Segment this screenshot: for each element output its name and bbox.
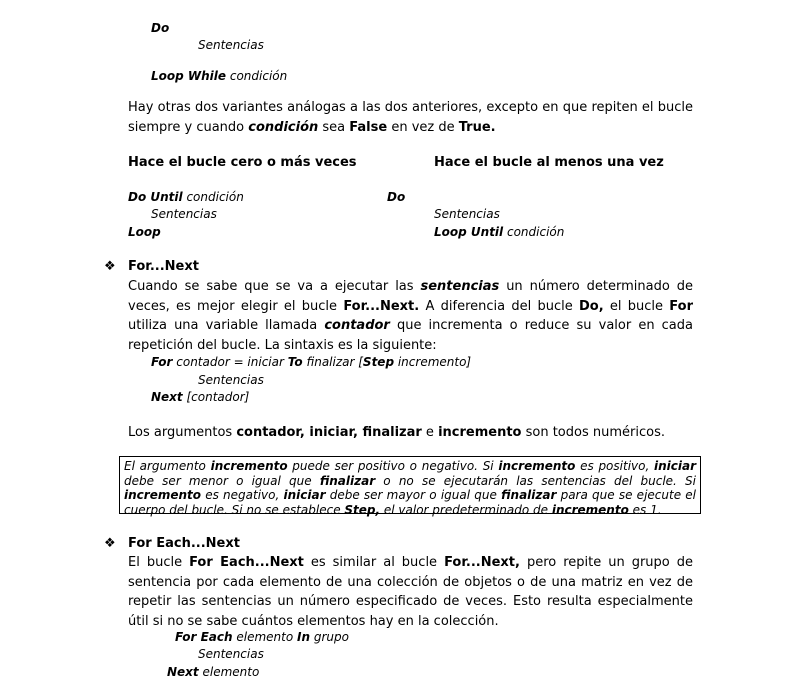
for-each-bullet-icon: ❖ [104,536,116,551]
loop-while-line: Loop While condición [151,69,288,83]
for-each-syntax-line: For Each elemento In grupo [175,630,349,644]
for-next-paragraph: Cuando se sabe que se va a ejecutar las sentencias un número determinado de veces, es mejor elegir el bucle For...Next. A diferencia del bucle Do, el bucle For utiliza una variable llamada contador que incrementa o reduce su valor en cada repetición del bucle. La sintaxis es la siguiente: [128,279,694,353]
increment-note-box: El argumento incremento puede ser positivo o negativo. Si incremento es positivo, iniciar debe ser menor o igual que finalizar o no se ejecutarán las sentencias del bucle. Si incremento es negativo, iniciar debe ser mayor o igual que finalizar para que se ejecute el cuerpo del bucle. Si no se establece Step, el valor predeterminado de incremento es 1. [119,456,701,514]
loop-keyword: Loop [128,225,161,239]
left-column-heading: Hace el bucle cero o más veces [128,155,357,170]
for-next-title: For...Next [128,259,199,274]
do-keyword: Do [151,21,170,35]
variants-paragraph: Hay otras dos variantes análogas a las dos anteriores, excepto en que repiten el bucle siempre y cuando condición sea False en vez de True. [128,100,693,135]
right-do-keyword: Do [387,190,406,204]
arguments-sentence: Los argumentos contador, iniciar, finalizar e incremento son todos numéricos. [128,425,665,440]
do-statements: Sentencias [198,38,264,52]
for-each-syntax-statements: Sentencias [198,647,264,661]
for-next-bullet-icon: ❖ [104,259,116,274]
left-statements: Sentencias [151,207,217,221]
for-syntax-next: Next [contador] [151,390,250,404]
right-column-heading: Hace el bucle al menos una vez [434,155,664,170]
loop-until-line: Loop Until condición [434,225,565,239]
for-each-title: For Each...Next [128,536,240,551]
right-statements: Sentencias [434,207,500,221]
for-each-paragraph: El bucle For Each...Next es similar al bucle For...Next, pero repite un grupo de sentencia por cada elemento de una colección de objetos o de una matriz en vez de repetir las sentencias un número especificado de veces. Esto resulta especialmente útil si no se sabe cuántos elementos hay en la colección. [128,555,694,629]
for-syntax-line: For contador = iniciar To finalizar [Step incremento] [151,355,472,369]
for-syntax-statements: Sentencias [198,373,264,387]
for-each-syntax-next: Next elemento [167,665,260,679]
do-until-line: Do Until condición [128,190,244,204]
